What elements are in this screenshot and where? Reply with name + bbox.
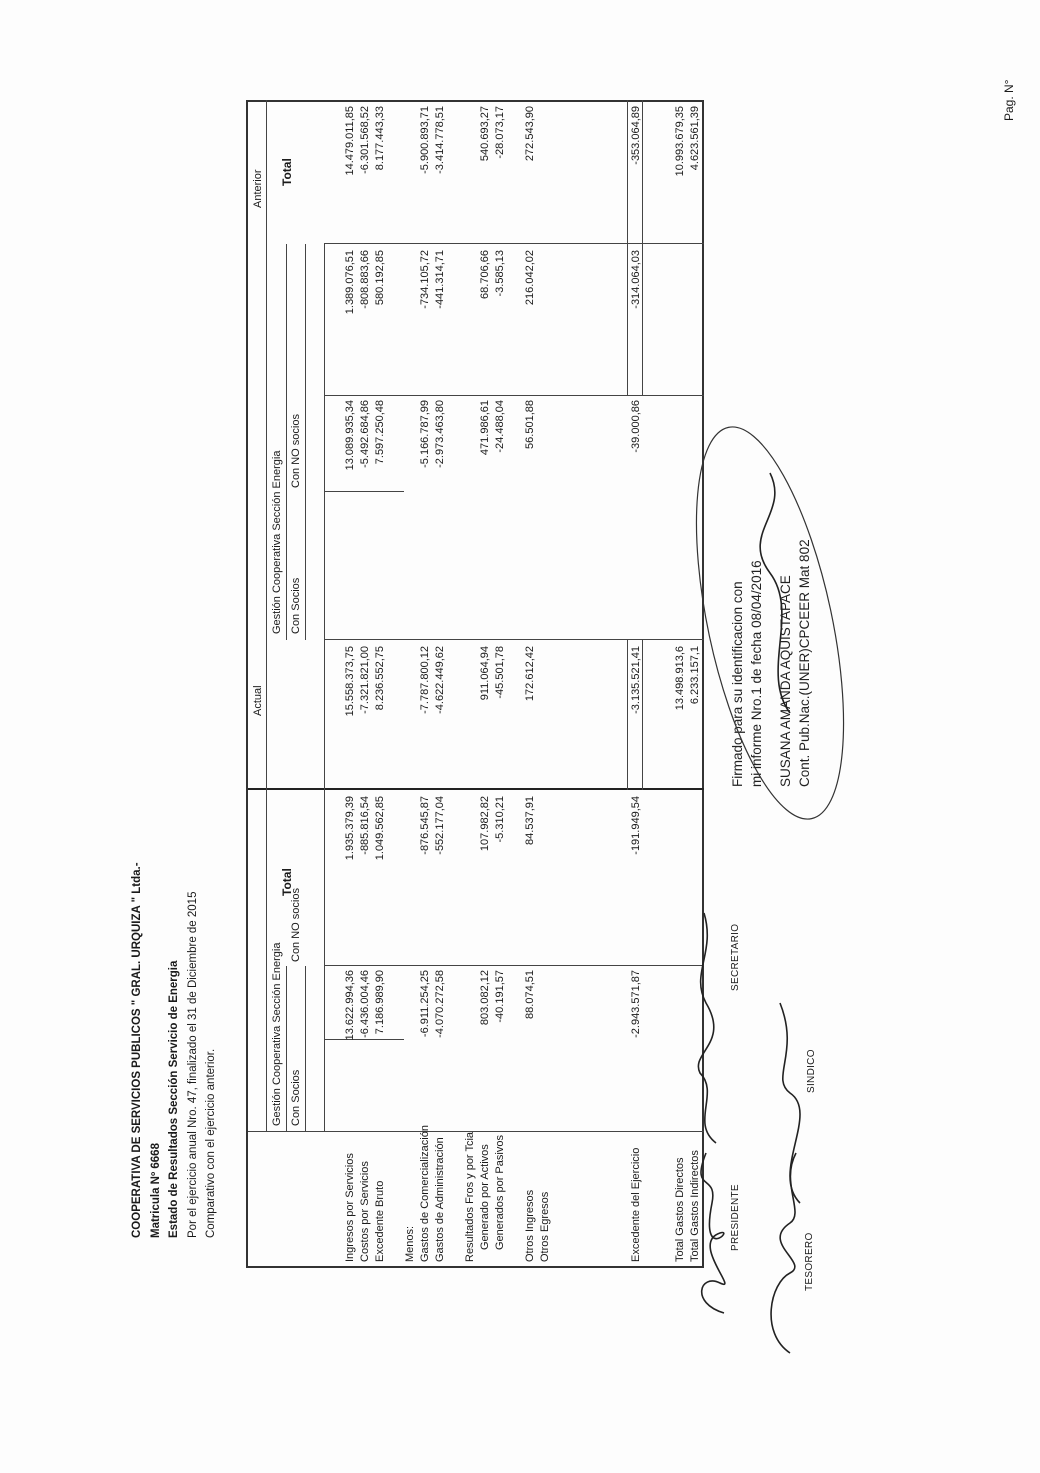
cell-a-no: -885.816,54 (359, 796, 371, 855)
cell-a-total: 8.236.552,75 (374, 646, 386, 711)
cell-a-total: -7.321.821,00 (359, 646, 371, 714)
cell-p-socios: -5.492.684,86 (359, 400, 371, 468)
comparative-text: Comparativo con el ejercicio anterior. (205, 1048, 217, 1238)
cell-p-socios: 7.597.250,48 (374, 400, 386, 465)
statement-title: Estado de Resultados Sección Servicio de Energia (168, 960, 180, 1238)
col-anterior-no-socios: Con NO socios (290, 414, 302, 488)
cell-p-total: 8.177.443,33 (374, 106, 386, 171)
page-number: Pag. N° (1002, 79, 1016, 121)
cell-a-total: 15.558.373,75 (344, 646, 356, 717)
cell-a-no: 1.935.379,39 (344, 796, 356, 861)
cell-p-total: -6.301.568,52 (359, 106, 371, 174)
group-actual: Actual (252, 685, 264, 716)
cell-a-total: 6.233.157,1 (689, 646, 701, 705)
auditor-stamp (728, 539, 814, 787)
subgroup-anterior: Gestión Cooperativa Sección Energia (271, 450, 283, 634)
cell-a-total: 13.498.913,6 (674, 646, 686, 711)
cell-a-total: -45.501,78 (494, 646, 506, 699)
cell-p-socios: -39.000,86 (630, 400, 642, 453)
cell-a-socios: 803.082,12 (479, 970, 491, 1026)
row-label: Total Gastos Indirectos (689, 1150, 701, 1262)
cell-a-socios: -6.911.254,25 (419, 970, 431, 1038)
cell-p-no: -734.105,72 (419, 250, 431, 309)
cell-a-no: -876.545,87 (419, 796, 431, 855)
label-tesorero: TESORERO (804, 1232, 815, 1291)
col-actual-no-socios: Con NO socios (290, 888, 302, 962)
cell-a-total: -3.135.521,41 (630, 646, 642, 714)
cell-a-total: 172.612,42 (524, 646, 536, 702)
stamp-line-3: SUSANA AMANDA AQUISTAPACE (778, 575, 793, 787)
cell-p-total: -353.064,89 (630, 106, 642, 165)
row-label: Menos: (404, 1225, 416, 1262)
col-anterior-socios: Con Socios (290, 577, 302, 634)
document-header (128, 862, 221, 1238)
cell-p-total: -28.073,17 (494, 106, 506, 159)
cell-a-no: 107.982,82 (479, 796, 491, 852)
label-secretario: SECRETARIO (730, 923, 741, 991)
cell-a-no: 1.049.562,85 (374, 796, 386, 861)
row-label: Excedente del Ejercicio (630, 1147, 642, 1262)
row-label: Costos por Servicios (359, 1161, 371, 1262)
cell-a-socios: -6.436.004,46 (359, 970, 371, 1038)
cell-p-no: 1.389.076,51 (344, 250, 356, 315)
cell-a-no: -191.949,54 (630, 796, 642, 855)
label-presidente: PRESIDENTE (730, 1184, 741, 1251)
cell-p-total: 540.693,27 (479, 106, 491, 162)
matricula: Matricula Nº 6668 (149, 1143, 162, 1238)
signature-sindico (780, 1003, 800, 1203)
row-label: Otros Egresos (539, 1191, 551, 1262)
row-label: Ingresos por Servicios (344, 1153, 356, 1262)
cell-p-no: -314.064,03 (630, 250, 642, 309)
stamp-line-1: Firmado para su identificacion con (730, 581, 745, 787)
cell-a-socios: 13.622.994,36 (344, 970, 356, 1041)
cell-a-no: -552.177,04 (434, 796, 446, 855)
row-label: Total Gastos Directos (674, 1157, 686, 1262)
cell-a-socios: 7.186.989,90 (374, 970, 386, 1035)
cell-p-socios: -2.973.463,80 (434, 400, 446, 468)
cell-p-no: -441.314,71 (434, 250, 446, 309)
row-label: Generado por Activos (479, 1144, 491, 1250)
cell-a-no: -5.310,21 (494, 796, 506, 843)
col-anterior-total: Total (280, 158, 294, 186)
row-label: Gastos de Administración (434, 1137, 446, 1262)
label-sindico: SINDICO (806, 1049, 817, 1093)
cell-p-socios: 56.501,88 (524, 400, 536, 449)
cell-p-no: -808.883,66 (359, 250, 371, 309)
cell-p-socios: -24.488,04 (494, 400, 506, 453)
group-anterior: Anterior (252, 169, 264, 208)
cell-p-total: -3.414.778,51 (434, 106, 446, 174)
cell-p-no: 216.042,02 (524, 250, 536, 306)
cell-a-socios: -4.070.272,58 (434, 970, 446, 1038)
cell-p-total: -5.900.893,71 (419, 106, 431, 174)
cell-p-socios: 471.986,61 (479, 400, 491, 456)
cell-a-total: -7.787.800,12 (419, 646, 431, 714)
row-label: Generados por Pasivos (494, 1135, 506, 1250)
cell-a-total: 911.064,94 (479, 646, 491, 701)
cell-p-total: 272.543,90 (524, 106, 536, 162)
cell-a-socios: 88.074,51 (524, 970, 536, 1019)
cell-a-socios: -2.943.571,87 (630, 970, 642, 1038)
stamp-line-2: mi informe Nro.1 de fecha 08/04/2016 (749, 560, 764, 787)
row-label: Gastos de Comercialización (419, 1125, 431, 1262)
period-text: Por el ejercicio anual Nro. 47, finalizado el 31 de Diciembre de 2015 (186, 891, 199, 1238)
signature-presidente (701, 1153, 725, 1313)
cell-p-no: 580.192,85 (374, 250, 386, 306)
stamp-line-4: Cont. Pub.Nac.(UNER)CPCEER Mat 802 (797, 539, 812, 787)
cell-p-total: 10.993.679,35 (674, 106, 686, 177)
cell-p-total: 4.623.561,39 (689, 106, 701, 171)
row-label: Otros Ingresos (524, 1189, 536, 1262)
signature-tesorero (771, 1153, 796, 1353)
cell-p-socios: -5.166.787,99 (419, 400, 431, 468)
cell-a-no: 84.537,91 (524, 796, 536, 845)
cell-p-no: 68.706,66 (479, 250, 491, 299)
cell-a-socios: -40.191,57 (494, 970, 506, 1023)
col-actual-total: Total (280, 868, 294, 896)
cell-p-total: 14.479.011,85 (344, 106, 356, 176)
cell-p-socios: 13.089.935,34 (344, 400, 356, 471)
row-label: Resultados Fros y por Tcia (464, 1131, 476, 1262)
cell-p-no: -3.585,13 (494, 250, 506, 297)
row-label: Excedente Bruto (374, 1180, 386, 1262)
results-table (246, 100, 704, 1268)
org-name: COOPERATIVA DE SERVICIOS PUBLICOS " GRAL. URQUIZA " Ltda.- (131, 862, 143, 1238)
col-actual-socios: Con Socios (290, 1069, 302, 1126)
cell-a-total: -4.622.449,62 (434, 646, 446, 714)
subgroup-actual: Gestión Cooperativa Sección Energia (271, 942, 283, 1126)
